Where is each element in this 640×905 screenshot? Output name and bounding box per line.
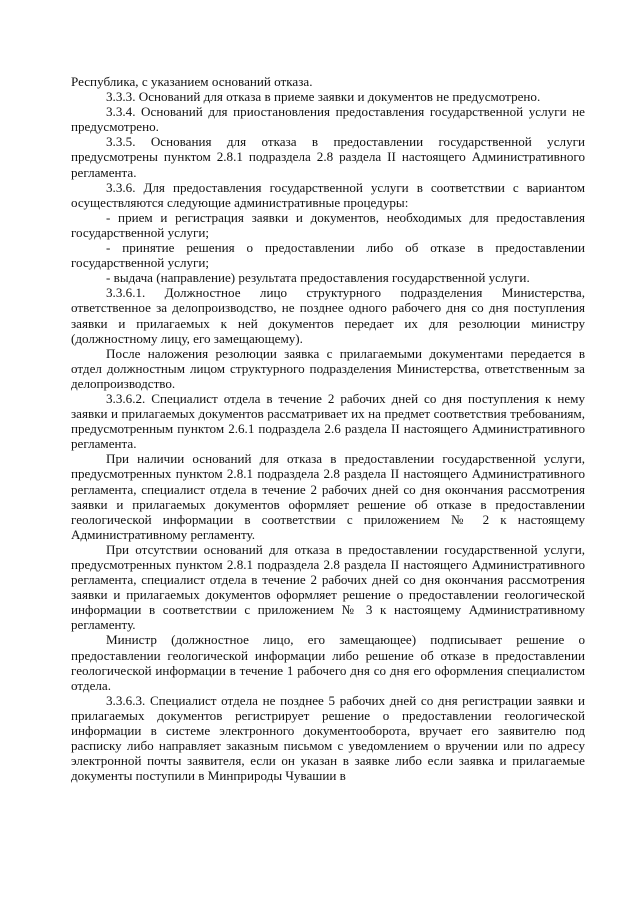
paragraph-refusal-grounds: При наличии оснований для отказа в предоставлении государственной услуги, предусмотренных пунктом 2.8.1 подраздела 2.8 раздела II настоящего Административного регламента, специалист отдела в течение 2 рабочих дней со дня окончания рассмотрения заявки и прилагаемых документов оформляет решение об отказе в предоставлении геологической информации в соответствии с приложением № 2 к настоящему Административному регламенту. <box>71 451 585 542</box>
paragraph-3-3-6-1: 3.3.6.1. Должностное лицо структурного подразделения Министерства, ответственное за делопроизводство, не позднее одного рабочего дня со дня поступления заявки и прилагаемых к ней документов передает их для резолюции министру (должностному лицу, его замещающему). <box>71 285 585 346</box>
paragraph-3-3-3: 3.3.3. Оснований для отказа в приеме заявки и документов не предусмотрено. <box>106 89 541 105</box>
paragraph-3-3-6-3: 3.3.6.3. Специалист отдела не позднее 5 рабочих дней со дня регистрации заявки и прилагаемых документов регистрирует решение о предоставлении геологической информации в системе электронного документооборота, вручает его заявителю под расписку либо направляет заказным письмом с уведомлением о вручении или по адресу электронной почты заявителя, если он указан в заявке либо если заявка и прилагаемые документы поступили в Минприроды Чувашии в <box>71 692 585 784</box>
paragraph-3-3-5: 3.3.5. Основания для отказа в предоставлении государственной услуги предусмотрены пунктом 2.8.1 подраздела 2.8 раздела II настоящего Административного регламента. <box>71 134 585 180</box>
paragraph-no-refusal-grounds: При отсутствии оснований для отказа в предоставлении государственной услуги, предусмотренных пунктом 2.8.1 подраздела 2.8 раздела II настоящего Административного регламента, специалист отдела в течение 2 рабочих дней со дня окончания рассмотрения заявки и прилагаемых документов оформляет решение о предоставлении геологической информации в соответствии с приложением № 3 к настоящему Административному регламенту. <box>71 541 585 633</box>
paragraph-3-3-6-2: 3.3.6.2. Специалист отдела в течение 2 рабочих дней со дня поступления к нему заявки и прилагаемых документов рассматривает их на предмет соответствия требованиям, предусмотренным пунктом 2.6.1 подраздела 2.6 раздела II настоящего Административного регламента. <box>71 390 585 452</box>
list-item-reception: - прием и регистрация заявки и документов, необходимых для предоставления государственной услуги; <box>71 209 585 240</box>
list-item-issuance: - выдача (направление) результата предоставления государственной услуги. <box>106 270 530 286</box>
list-item-decision: - принятие решения о предоставлении либо об отказе в предоставлении государственной услуги; <box>71 240 585 271</box>
paragraph-3-3-4: 3.3.4. Оснований для приостановления предоставления государственной услуги не предусмотрено. <box>71 104 585 135</box>
document-page <box>71 74 585 783</box>
paragraph-resolution: После наложения резолюции заявка с прилагаемыми документами передается в отдел должностным лицом структурного подразделения Министерства, ответственным за делопроизводство. <box>71 345 585 391</box>
paragraph-minister-signs: Министр (должностное лицо, его замещающее) подписывает решение о предоставлении геологической информации либо решение об отказе в предоставлении геологической информации в течение 1 рабочего дня со дня его оформления специалистом отдела. <box>71 632 585 693</box>
paragraph-continuation: Республика, с указанием оснований отказа. <box>71 74 313 89</box>
paragraph-3-3-6: 3.3.6. Для предоставления государственной услуги в соответствии с вариантом осуществляются следующие административные процедуры: <box>71 179 585 210</box>
